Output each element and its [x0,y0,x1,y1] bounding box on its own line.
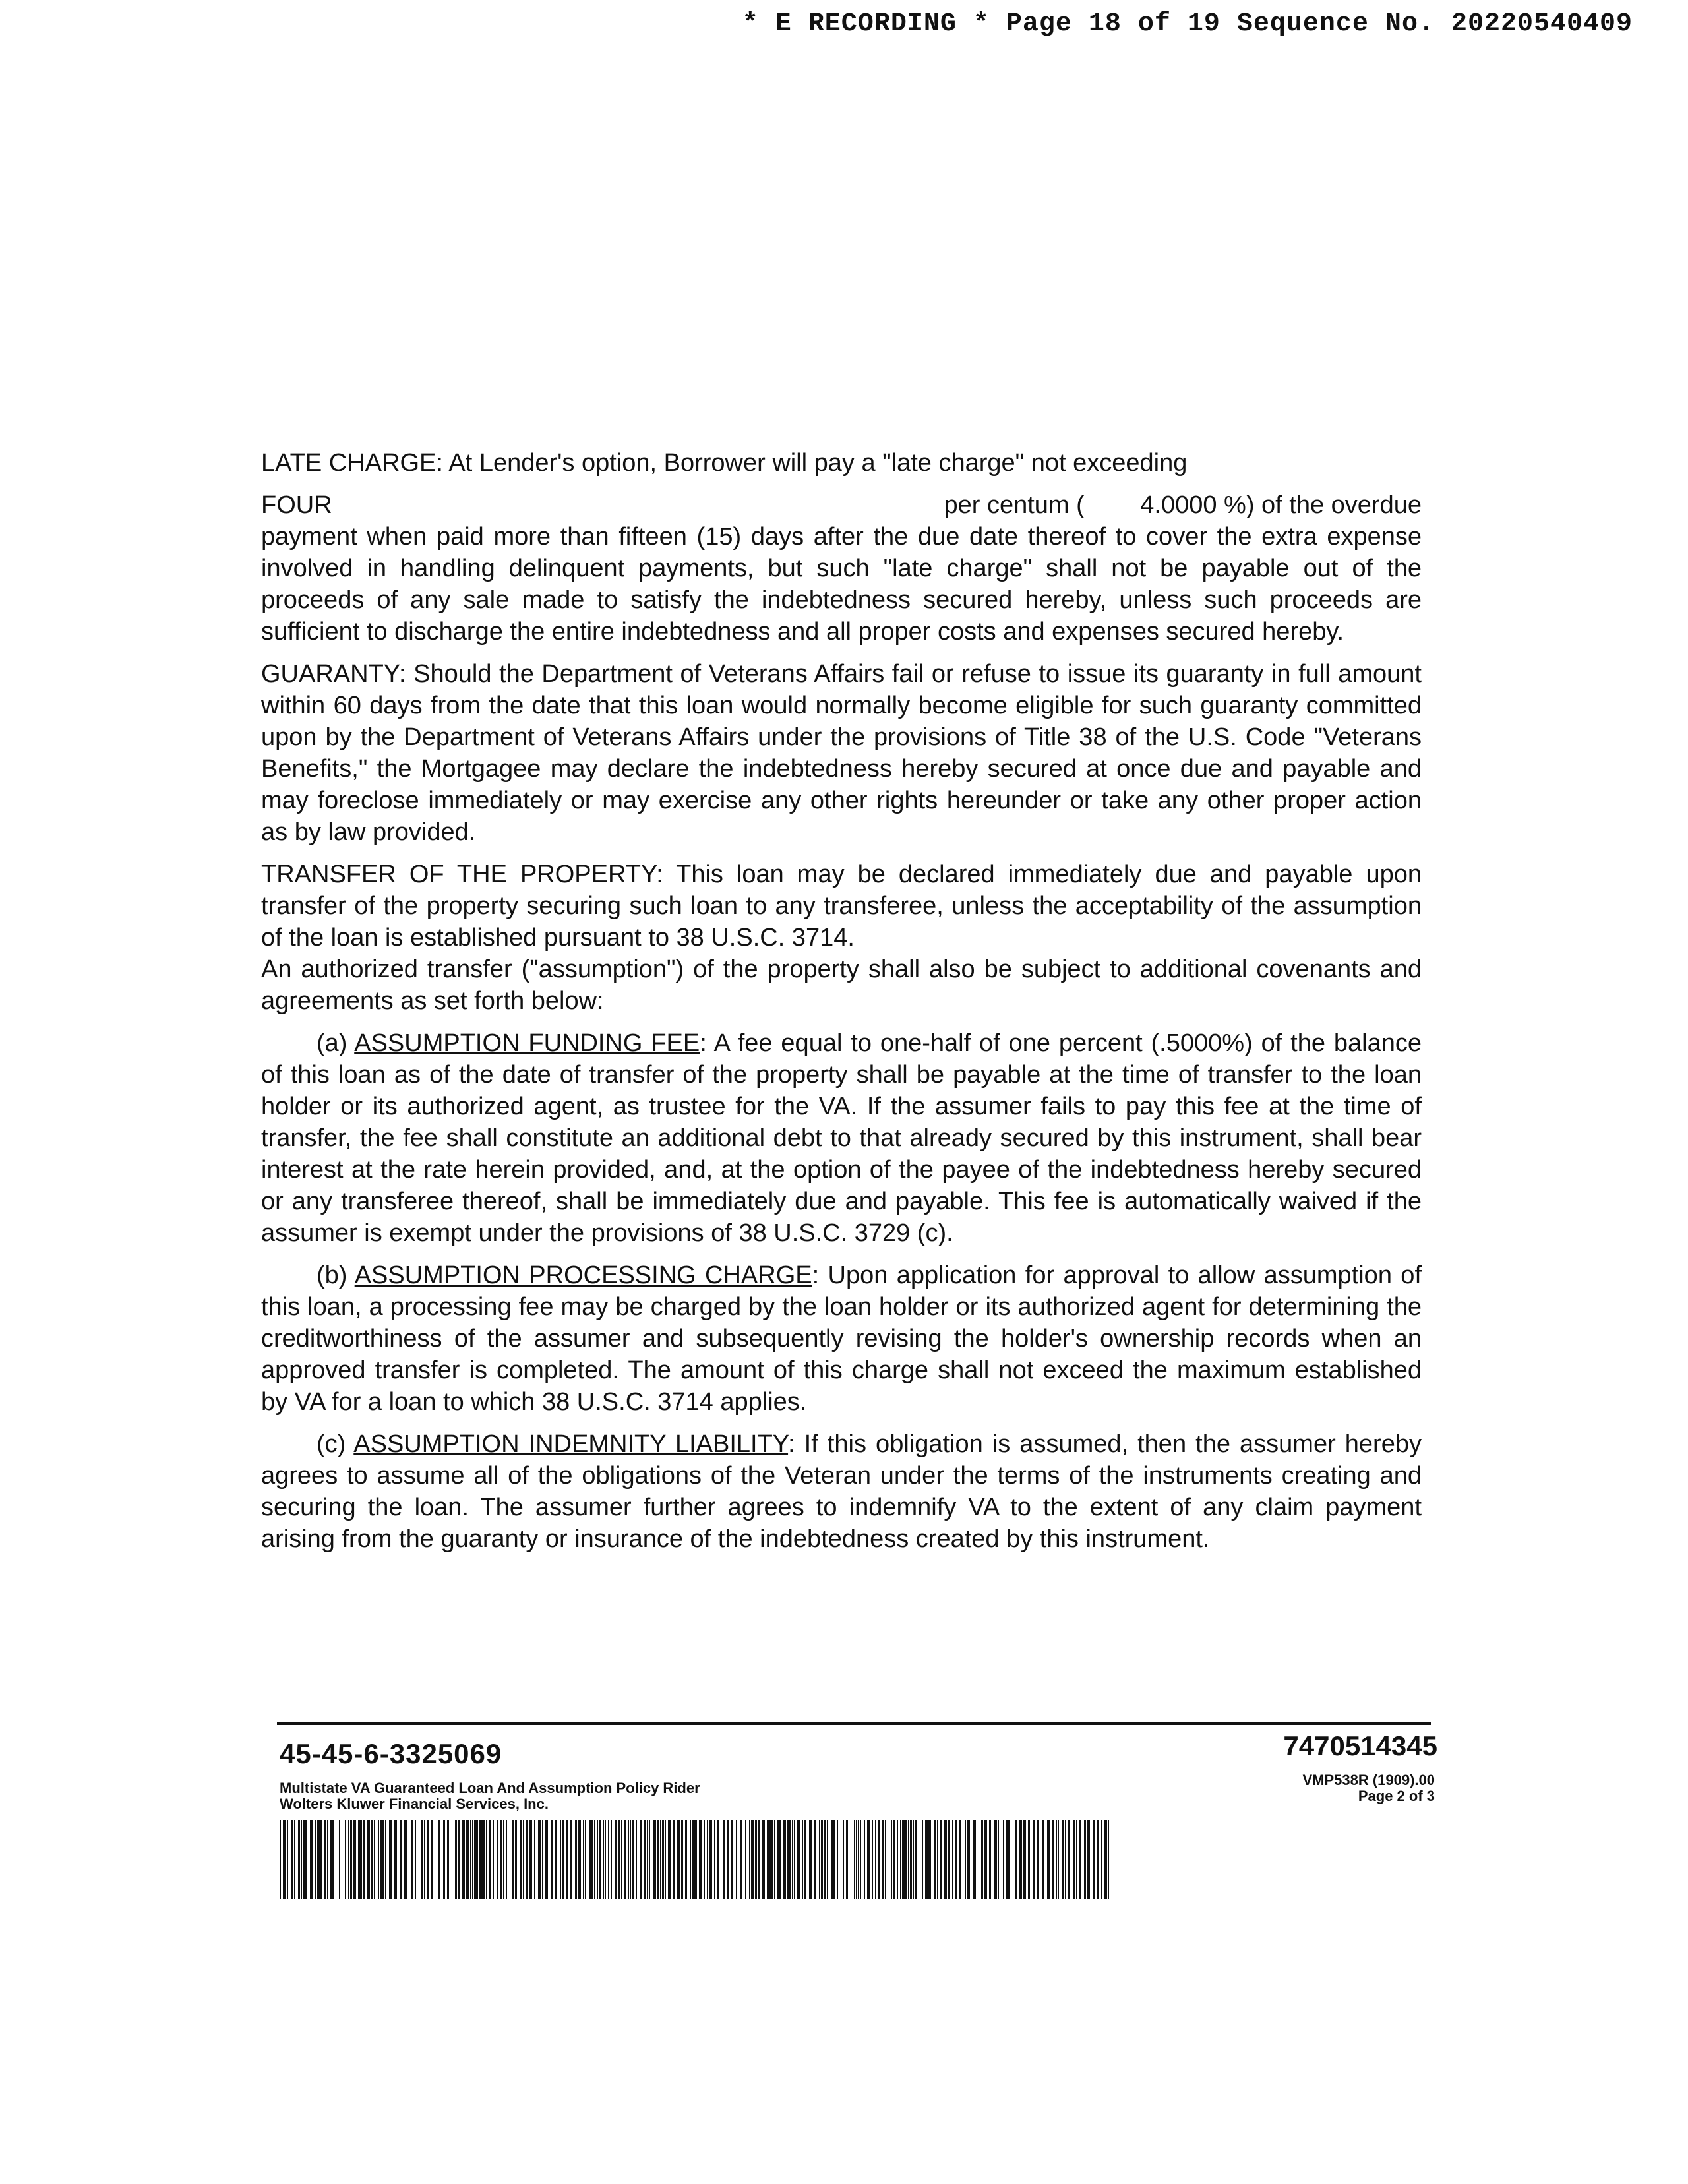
late-charge-rest: payment when paid more than fifteen (15) days after the due date thereof to cover the extra expense involved in handling delinquent payments, but such "late charge" shall not be payable out of the proceeds of any sale made to satisfy the indebtedness secured hereby, unless such proceeds are sufficient to discharge the entire indebtedness and all proper costs and expenses secured hereby. [261,523,1422,646]
section-a-marker: (a) [316,1029,355,1057]
late-charge-rate-row [261,489,1422,521]
late-charge-word: FOUR [261,491,332,519]
late-charge-rate-value: 4.0000 %) of the overdue [1140,491,1422,519]
section-a-heading: ASSUMPTION FUNDING FEE [354,1029,700,1057]
form-name [280,1780,700,1812]
barcode [280,1820,1113,1899]
section-c-text: : If this obligation is assumed, then the assumer hereby agrees to assume all of the obligations of the Veteran under the terms of the instruments creating and securing the loan. The assumer further agrees to indemnify VA to the extent of any claim payment arising from the guaranty or insurance of the indebtedness created by this instrument. [261,1430,1422,1553]
document-number: 7470514345 [1283,1730,1437,1761]
document-body [261,447,1422,1565]
section-b [261,1259,1422,1418]
form-name-line2: Wolters Kluwer Financial Services, Inc. [280,1796,549,1812]
section-a [261,1027,1422,1249]
section-a-text: : A fee equal to one-half of one percent (.5000%) of the balance of this loan as of the date of transfer of the property shall be payable at the time of transfer to the loan holder or its authorized agent, as trustee for the VA. If the assumer fails to pay this fee at the time of transfer, the fee shall constitute an additional debt to that already secured by this instrument, shall bear interest at the rate herein provided, and, at the option of the payee of the indebtedness hereby secured or any transferee thereof, shall be immediately due and payable. This fee is automatically waived if the assumer is exempt under the provisions of 38 U.S.C. 3729 (c). [261,1029,1422,1247]
transfer-paragraph: TRANSFER OF THE PROPERTY: This loan may be declared immediately due and payable upon transfer of the property securing such loan to any transferee, unless the acceptability of the assumption of the loan is established pursuant to 38 U.S.C. 3714. [261,861,1422,952]
section-b-heading: ASSUMPTION PROCESSING CHARGE [354,1261,812,1289]
late-charge-paragraph [261,447,1422,648]
form-code [1302,1773,1435,1804]
late-charge-line1: LATE CHARGE: At Lender's option, Borrower will pay a "late charge" not exceeding [261,449,1188,477]
late-charge-rate-prefix: per centum ( [944,491,1085,519]
section-b-marker: (b) [316,1261,355,1289]
transfer-assumption-paragraph: An authorized transfer ("assumption") of the property shall also be subject to additional covenants and agreements as set forth below: [261,956,1422,1015]
section-c-heading: ASSUMPTION INDEMNITY LIABILITY [353,1430,789,1458]
late-charge-rate [944,489,1422,521]
section-b-text: : Upon application for approval to allow assumption of this loan, a processing fee may be charged by the loan holder or its authorized agent for determining the creditworthiness of the assumer and subsequently revising the holder's ownership records when an approved transfer is completed. The amount of this charge shall not exceed the maximum established by VA for a loan to which 38 U.S.C. 3714 applies. [261,1261,1422,1416]
page-of-line: Page 2 of 3 [1358,1788,1435,1804]
section-c [261,1428,1422,1555]
form-name-line1: Multistate VA Guaranteed Loan And Assumption Policy Rider [280,1780,700,1796]
guaranty-paragraph: GUARANTY: Should the Department of Veterans Affairs fail or refuse to issue its guaranty in full amount within 60 days from the date that this loan would normally become eligible for such guaranty committed upon by the Department of Veterans Affairs under the provisions of Title 38 of the U.S. Code "Veterans Benefits," the Mortgagee may declare the indebtedness hereby secured at once due and payable and may foreclose immediately or may exercise any other rights hereunder or take any other proper action as by law provided. [261,660,1422,846]
form-code-line: VMP538R (1909).00 [1302,1772,1435,1788]
section-c-marker: (c) [316,1430,354,1458]
footer-divider [277,1722,1431,1725]
recording-header: * E RECORDING * Page 18 of 19 Sequence No. 20220540409 [742,9,1633,39]
loan-number: 45-45-6-3325069 [280,1738,502,1769]
